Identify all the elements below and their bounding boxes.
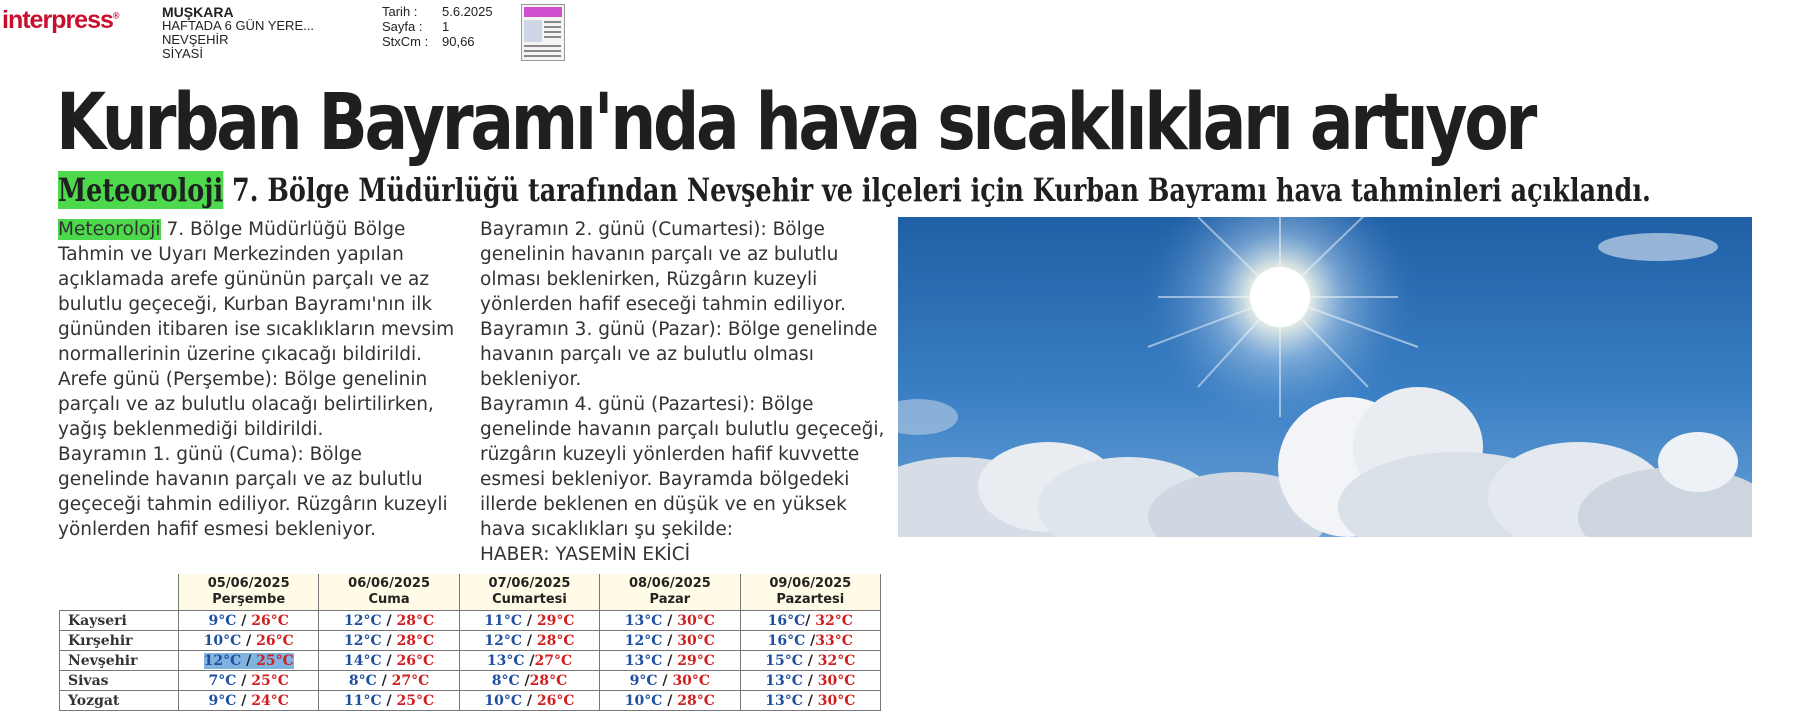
forecast-table [59,574,881,711]
high-temp: 28°C [677,692,715,709]
temperature-range [625,633,715,649]
paragraph: Meteoroloji 7. Bölge Müdürlüğü Bölge Tahmin ve Uyarı Merkezinden yapılan açıklamada arefe gününün parçalı ve az bulutlu geçeceği, Kurban Bayramı'nın ilk gününden itibaren ise sıcaklıkların mevsim normallerinin üzerine çıkacağı bildirildi. [58,219,455,365]
day-header: 09/06/2025 Pazartesi [740,574,880,611]
temperature-cell [459,611,599,631]
table-row [60,611,881,631]
temp-separator: / [662,632,678,649]
temperature-range [768,633,853,649]
temp-separator: / [381,612,397,629]
temperature-range [630,673,710,689]
temperature-cell [740,671,880,691]
temperature-range [765,693,855,709]
temp-separator: / [236,692,252,709]
temperature-range [484,613,574,629]
high-temp: 30°C [817,692,856,709]
thumbnail-text-line [544,21,561,23]
low-temp: 10°C [484,692,523,709]
thumbnail-text-line [524,55,561,57]
page-thumbnail[interactable] [521,4,565,61]
high-temp: 29°C [677,652,715,669]
low-temp: 12°C [344,632,382,649]
temp-separator: / [376,672,392,689]
temp-separator: / [381,692,397,709]
temperature-cell [600,631,740,651]
paragraph: Bayramın 4. günü (Pazartesi): Bölge genelinde havanın parçalı bulutlu geçeceği, rüzgârın kuzeyli yönlerden hafif kuvvette esmesi bekleniyor. Bayramda bölgedeki illerde beklenen en düşük ve en yüksek hava sıcaklıkları şu şekilde: [480,394,885,540]
publication-name: MUŞKARA [162,4,234,20]
registered-mark: ® [112,10,119,21]
temp-separator: / [236,672,252,689]
temperature-range [765,673,855,689]
paragraph: Bayramın 3. günü (Pazar): Bölge genelinde havanın parçalı ve az bulutlu olması bekleniyor. [480,319,878,390]
temperature-cell [740,691,880,711]
temp-separator: / [662,612,678,629]
city-cell: Kırşehir [60,631,179,651]
article-headline: Kurban Bayramı'nda hava sıcaklıkları artıyor [56,78,1534,168]
high-temp: 26°C [251,612,289,629]
sun-icon [1250,267,1310,327]
temp-separator: / [805,612,816,629]
city-cell: Kayseri [60,611,179,631]
publication-info [162,5,314,61]
day-header: 07/06/2025 Cumartesi [459,574,599,611]
temperature-range [492,673,568,689]
high-temp: 28°C [536,632,575,649]
temperature-cell [459,651,599,671]
low-temp: 11°C [484,612,523,629]
temperature-range [349,673,429,689]
byline: HABER: YASEMİN EKİCİ [480,544,691,565]
temp-separator: / [241,652,257,669]
high-temp: 24°C [251,692,289,709]
thumbnail-text-line [524,50,561,52]
temperature-range [768,613,853,629]
high-temp: 33°C [815,632,853,649]
thumbnail-text-line [544,26,561,28]
high-temp: 28°C [396,612,435,629]
temperature-range [209,693,289,709]
day-header: 05/06/2025 Perşembe [179,574,319,611]
low-temp: 11°C [344,692,382,709]
temp-separator: / [662,692,678,709]
thumbnail-photo [524,20,542,42]
high-temp: 30°C [672,672,711,689]
temperature-cell [179,611,319,631]
low-temp: 12°C [344,612,382,629]
sun-clouds-illustration [898,217,1752,537]
high-temp: 28°C [529,672,568,689]
temperature-cell [740,651,880,671]
table-header-row [60,574,881,611]
stxcm-value: 90,66 [442,34,475,49]
temp-separator: / [802,692,818,709]
low-temp: 13°C [765,692,803,709]
temperature-range [765,653,855,669]
corner-cell [60,574,179,611]
temp-separator: / [802,652,818,669]
temperature-range [209,613,289,629]
temperature-range [204,633,294,649]
temp-separator: / [522,632,537,649]
high-temp: 32°C [815,612,853,629]
high-temp: 26°C [256,632,294,649]
thumbnail-text-line [544,31,561,33]
publication-region: NEVŞEHİR [162,32,229,47]
city-cell: Nevşehir [60,651,179,671]
high-temp: 25°C [251,672,289,689]
temperature-cell [459,671,599,691]
subhead-text: 7. Bölge Müdürlüğü tarafından Nevşehir ve ilçeleri için Kurban Bayramı hava tahminleri açıklandı. [223,171,1651,209]
temperature-range [487,653,572,669]
temperature-cell [600,671,740,691]
high-temp: 26°C [536,692,575,709]
temperature-cell [319,651,459,671]
temp-separator: / [662,652,678,669]
table-row [60,651,881,671]
low-temp: 12°C [203,652,242,669]
temperature-cell [600,691,740,711]
paragraph: Bayramın 1. günü (Cuma): Bölge genelinde havanın parçalı ve az bulutlu geçeceği tahmin ediliyor. Rüzgârın kuzeyli yönlerden hafif esmesi bekleniyor. [58,444,448,540]
low-temp: 8°C [491,672,520,689]
temp-separator: / [657,672,673,689]
low-temp: 10°C [203,632,242,649]
temperature-range [204,653,294,669]
temperature-cell [459,691,599,711]
article-column-1 [58,217,458,542]
clipping-meta [382,4,493,49]
low-temp: 13°C [486,652,525,669]
low-temp: 9°C [208,612,237,629]
paragraph: Arefe günü (Perşembe): Bölge genelinin parçalı ve az bulutlu olacağı belirtilirken, yağış beklenmediği bildirildi. [58,369,434,440]
thumbnail-text-line [544,36,561,38]
low-temp: 14°C [344,652,382,669]
low-temp: 16°C [767,612,806,629]
high-temp: 25°C [256,652,294,669]
article-column-2 [480,217,890,567]
temp-separator: / [381,632,397,649]
paragraph: Bayramın 2. günü (Cumartesi): Bölge genelinin havanın parçalı ve az bulutlu olması beklenirken, Rüzgârın kuzeyli yönlerden hafif eseceği tahmin ediliyor. [480,219,847,315]
temp-separator: / [522,612,537,629]
temperature-range [625,613,715,629]
keyword-highlight: Meteoroloji [58,219,161,240]
temperature-range [344,613,434,629]
temperature-range [625,653,715,669]
temperature-cell [459,631,599,651]
article-subhead [58,170,1651,210]
temperature-cell [319,691,459,711]
low-temp: 12°C [624,632,663,649]
temp-separator: / [519,672,530,689]
temperature-range [484,693,574,709]
thumbnail-text-line [524,45,561,47]
temperature-range [484,633,574,649]
day-header: 08/06/2025 Pazar [600,574,740,611]
date-value: 5.6.2025 [442,4,493,19]
page-value: 1 [442,19,450,34]
temperature-range [625,693,715,709]
city-cell: Sivas [60,671,179,691]
publication-category: SİYASİ [162,46,203,61]
low-temp: 16°C [767,632,806,649]
low-temp: 13°C [624,612,663,629]
temp-separator: / [522,692,537,709]
table-row [60,691,881,711]
high-temp: 28°C [396,632,435,649]
low-temp: 13°C [765,672,803,689]
temperature-cell [600,611,740,631]
low-temp: 9°C [629,672,658,689]
low-temp: 8°C [348,672,377,689]
high-temp: 27°C [534,652,573,669]
temperature-cell [319,611,459,631]
temperature-cell [179,651,319,671]
high-temp: 30°C [677,632,715,649]
temperature-cell [179,631,319,651]
low-temp: 10°C [624,692,663,709]
temp-separator: / [805,632,816,649]
table-row [60,631,881,651]
city-cell: Yozgat [60,691,179,711]
subhead-highlight: Meteoroloji [58,171,224,209]
temp-separator: / [236,612,252,629]
date-label: Tarih : [382,4,418,19]
thumbnail-masthead [524,7,562,17]
page-label: Sayfa : [382,19,423,34]
temperature-range [209,673,289,689]
temp-separator: / [381,652,397,669]
temp-separator: / [802,672,818,689]
high-temp: 27°C [391,672,430,689]
low-temp: 9°C [208,692,237,709]
high-temp: 32°C [817,652,856,669]
sun-sky-photo [898,217,1752,537]
high-temp: 30°C [817,672,856,689]
high-temp: 29°C [536,612,575,629]
high-temp: 25°C [396,692,435,709]
temperature-range [344,633,434,649]
temperature-range [344,653,434,669]
stxcm-label: StxCm : [382,34,429,49]
temperature-cell [740,631,880,651]
temp-separator: / [241,632,257,649]
table-row [60,671,881,691]
temperature-range [344,693,434,709]
temperature-cell [319,671,459,691]
temperature-cell [740,611,880,631]
interpress-logo: interpress® [2,6,119,34]
high-temp: 26°C [396,652,435,669]
temperature-cell [179,671,319,691]
temperature-cell [179,691,319,711]
low-temp: 7°C [208,672,237,689]
high-temp: 30°C [677,612,715,629]
forecast-body [60,611,881,711]
temp-separator: / [524,652,535,669]
low-temp: 15°C [765,652,803,669]
temperature-cell [319,631,459,651]
low-temp: 13°C [624,652,663,669]
temperature-cell [600,651,740,671]
publication-frequency: HAFTADA 6 GÜN YERE... [162,18,314,33]
low-temp: 12°C [484,632,523,649]
day-header: 06/06/2025 Cuma [319,574,459,611]
